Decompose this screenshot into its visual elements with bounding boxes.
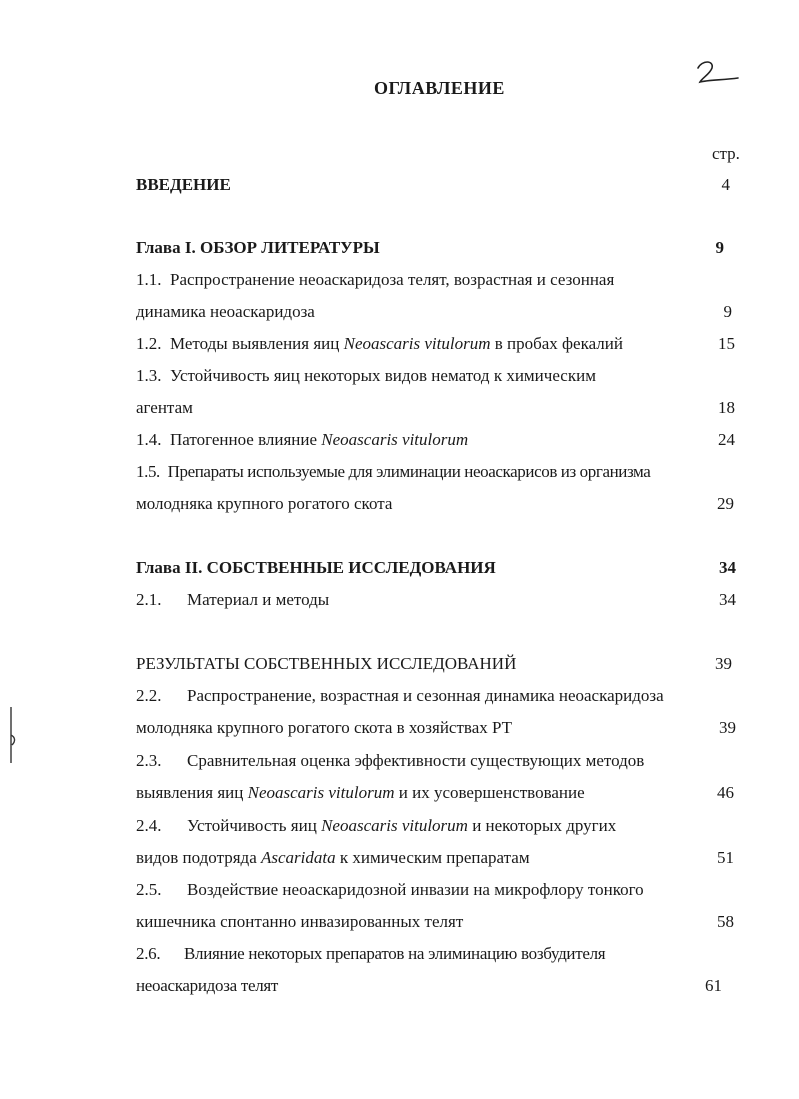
section-title-line2: [136, 848, 530, 868]
section-number: 1.5.: [136, 462, 160, 481]
section-title-line1: Воздействие неоаскаридозной инвазии на микрофлору тонкого: [187, 880, 644, 899]
toc-results-heading: РЕЗУЛЬТАТЫ СОБСТВЕННЫХ ИССЛЕДОВАНИЙ: [136, 654, 517, 673]
section-title-text: Методы выявления яиц: [170, 334, 344, 353]
toc-page-number: 9: [723, 302, 732, 321]
section-title-line1: Сравнительная оценка эффективности существующих методов: [187, 751, 645, 770]
toc-entry-2-5: [136, 880, 644, 900]
section-number: 1.3.: [136, 366, 162, 385]
toc-page-number: 9: [715, 238, 724, 257]
toc-page-number: 24: [718, 430, 735, 449]
toc-page-number: 61: [705, 976, 722, 995]
toc-chapter-1: Глава I. ОБЗОР ЛИТЕРАТУРЫ: [136, 238, 380, 257]
section-title-line1: Устойчивость яиц некоторых видов нематод к химическим: [170, 366, 596, 385]
section-number: 1.1.: [136, 270, 162, 289]
section-title-line2: динамика неоаскаридоза: [136, 302, 315, 321]
section-title-text: видов подотряда: [136, 848, 261, 867]
toc-page-number: 34: [719, 590, 736, 609]
section-number: 2.1.: [136, 590, 162, 609]
toc-page-number: 46: [717, 783, 734, 802]
toc-entry-2-4: [136, 816, 616, 836]
section-title-line2: кишечника спонтанно инвазированных телят: [136, 912, 464, 931]
toc-page-number: 34: [719, 558, 736, 577]
toc-page-number: 39: [715, 654, 732, 673]
section-number: 2.4.: [136, 816, 162, 835]
section-title-text: Устойчивость яиц: [187, 816, 322, 835]
toc-page-number: 51: [717, 848, 734, 867]
toc-page-number: 18: [718, 398, 735, 417]
toc-entry-2-1: [136, 590, 329, 610]
margin-bracket-mark: [4, 705, 18, 765]
toc-entry-introduction: ВВЕДЕНИЕ: [136, 175, 231, 194]
page-title: ОГЛАВЛЕНИЕ: [374, 78, 505, 98]
section-number: 1.4.: [136, 430, 162, 449]
section-title-line2: молодняка крупного рогатого скота в хозяйствах РТ: [136, 718, 513, 737]
section-number: 2.2.: [136, 686, 162, 705]
toc-page-number: 15: [718, 334, 735, 353]
toc-page-number: 58: [717, 912, 734, 931]
section-number: 2.5.: [136, 880, 162, 899]
species-name: Neoascaris vitulorum: [321, 430, 469, 449]
toc-entry-2-2: [136, 686, 664, 706]
handwritten-page-number: [694, 58, 742, 88]
toc-page-number: 29: [717, 494, 734, 513]
toc-chapter-2: Глава II. СОБСТВЕННЫЕ ИССЛЕДОВАНИЯ: [136, 558, 496, 577]
toc-entry-2-6: [136, 944, 605, 964]
toc-entry-1-1: [136, 270, 614, 290]
section-title-text: и некоторых других: [467, 816, 617, 835]
species-name: Neoascaris vitulorum: [343, 334, 491, 353]
section-title-line1: Препараты используемые для элиминации неоаскарисов из организма: [167, 462, 651, 481]
section-number: 2.3.: [136, 751, 162, 770]
toc-entry-1-4: [136, 430, 468, 450]
svg-text:2: 2: [694, 58, 695, 59]
toc-entry-1-3: [136, 366, 596, 386]
section-title-text: и их усовершенствование: [394, 783, 585, 802]
species-name: Neoascaris vitulorum: [321, 816, 468, 835]
section-title-text: в пробах фекалий: [490, 334, 623, 353]
section-title-text: к химическим препаратам: [335, 848, 530, 867]
section-title-line1: Влияние некоторых препаратов на элиминацию возбудителя: [184, 944, 606, 963]
toc-entry-1-2: [136, 334, 623, 354]
taxon-name: Ascaridata: [261, 848, 336, 867]
toc-entry-1-5: [136, 462, 650, 482]
toc-page-number: 4: [721, 175, 730, 194]
section-title-text: выявления яиц: [136, 783, 248, 802]
section-title-line2: молодняка крупного рогатого скота: [136, 494, 393, 513]
section-title-line2: [136, 783, 585, 803]
section-title-line2: агентам: [136, 398, 193, 417]
page-column-header: стр.: [712, 144, 740, 163]
section-number: 1.2.: [136, 334, 162, 353]
section-number: 2.6.: [136, 944, 161, 963]
section-title-line1: Распространение неоаскаридоза телят, возрастная и сезонная: [170, 270, 615, 289]
section-title-line2: неоаскаридоза телят: [136, 976, 279, 995]
species-name: Neoascaris vitulorum: [247, 783, 395, 802]
toc-entry-2-3: [136, 751, 644, 771]
section-title-text: Материал и методы: [187, 590, 330, 609]
toc-page-number: 39: [719, 718, 736, 737]
section-title-text: Патогенное влияние: [170, 430, 322, 449]
section-title-line1: Распространение, возрастная и сезонная динамика неоаскаридоза: [187, 686, 664, 705]
